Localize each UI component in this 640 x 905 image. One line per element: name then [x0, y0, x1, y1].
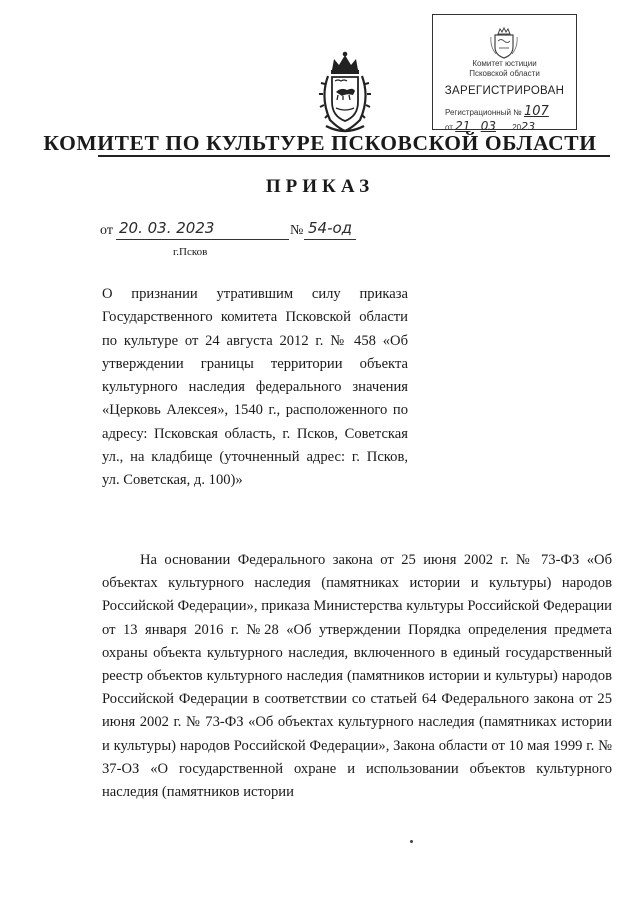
date-prefix: от — [100, 223, 113, 238]
city-label: г.Псков — [173, 246, 208, 258]
stamp-date-month: 03 — [480, 119, 496, 133]
order-body-paragraph: На основании Федерального закона от 25 июня 2002 г. № 73-ФЗ «Об объектах культурного наследия (памятниках истории и культуры) народов Российской Федерации», приказа Министерства культуры Российской Федерации от 13 января 2016 г. №28 «Об утверждении Порядка определения предмета охраны объекта культурного наследия, включенного в единый государственный реестр объектов культурного наследия (памятников истории и культуры) народов Российской Федерации в соответствии со статьей 64 Федерального закона от 25 июня 2002 г. № 73-ФЗ «Об объектах культурного наследия (памятниках истории и культуры) народов Российской Федерации», Закона области от 10 мая 1999 г. № 37-ОЗ «О государственной охране и использовании объектов культурного наследия (памятников истории — [102, 552, 612, 801]
stamp-date-day: 21 — [455, 119, 471, 133]
document-type-title: ПРИКАЗ — [265, 176, 375, 197]
order-date-number — [100, 219, 353, 239]
stamp-date-year-suffix: 23 — [521, 120, 536, 133]
order-number-value: 54-од — [308, 219, 353, 237]
stamp-reg-number-value: 107 — [523, 104, 549, 119]
stamp-reg-number-label: Регистрационный № — [445, 108, 522, 117]
number-underline — [304, 239, 356, 240]
header-divider — [98, 155, 610, 157]
scan-speck — [410, 840, 413, 843]
date-underline — [116, 239, 289, 240]
coat-of-arms-icon — [489, 25, 519, 59]
stamp-org-line-2: Псковской области — [469, 69, 540, 78]
stamp-reg-number-row — [445, 104, 549, 119]
committee-name: КОМИТЕТ ПО КУЛЬТУРЕ ПСКОВСКОЙ ОБЛАСТИ — [43, 131, 597, 155]
stamp-registered-label: ЗАРЕГИСТРИРОВАН — [444, 85, 565, 97]
stamp-org-line-1: Комитет юстиции — [472, 59, 537, 68]
stamp-date-label: от — [445, 123, 453, 132]
number-prefix: № — [290, 223, 304, 238]
order-date-value: 20. 03. 2023 — [119, 219, 215, 237]
registration-stamp — [432, 14, 577, 133]
order-subject — [102, 283, 408, 493]
stamp-date-year-prefix: 20 — [512, 123, 522, 132]
order-body — [102, 549, 612, 804]
coat-of-arms-icon — [316, 50, 374, 134]
stamp-organization — [433, 59, 576, 79]
order-subject-text: О признании утратившим силу приказа Государственного комитета Псковской области по культуре от 24 августа 2012 г. № 458 «Об утверждении границы территории объекта культурного наследия федерального значения «Церковь Алексея», 1540 г., расположенного по адресу: Псковская область, г. Псков, Советская ул., на кладбище (уточненный адрес: г. Псков, ул. Советская, д. 100)» — [102, 286, 408, 489]
